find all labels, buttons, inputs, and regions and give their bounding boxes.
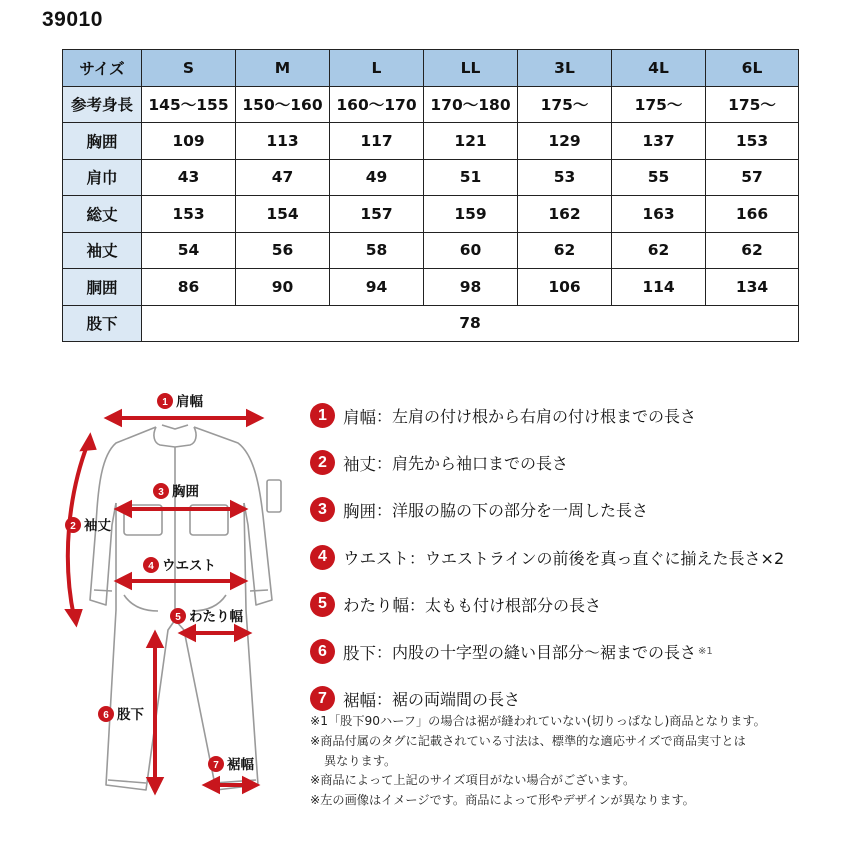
size-cell: 166: [706, 196, 799, 233]
fig-label-7: [208, 756, 254, 773]
legend-desc: 肩先から袖口までの長さ: [392, 454, 569, 474]
size-cell: 175〜: [518, 86, 612, 123]
legend-term: 胸囲: [343, 501, 376, 521]
note-line: ※1「股下90ハーフ」の場合は裾が縫われていない(切りっぱなし)商品となります。: [310, 714, 766, 728]
legend-separator: ：: [376, 643, 393, 663]
svg-text:ウエスト: ウエスト: [162, 558, 216, 574]
size-col-header: M: [236, 50, 330, 87]
fig-label-5: [170, 608, 243, 625]
row-label: 股下: [63, 305, 142, 342]
legend-term: 裾幅: [343, 690, 376, 710]
svg-text:7: 7: [213, 760, 219, 771]
size-cell: 154: [236, 196, 330, 233]
legend-item: [310, 628, 850, 675]
note-line: ※商品によって上記のサイズ項目がない場合がございます。: [310, 773, 636, 788]
size-cell: 150〜160: [236, 86, 330, 123]
note-line: 異なります。: [324, 753, 397, 768]
size-col-header: 4L: [612, 50, 706, 87]
svg-text:6: 6: [103, 710, 109, 721]
number-badge-icon: 5: [310, 592, 335, 617]
size-cell: 98: [424, 269, 518, 306]
size-header-row: [63, 50, 799, 87]
size-col-header: S: [142, 50, 236, 87]
legend-term: ウエスト: [343, 549, 409, 569]
size-cell: 175〜: [706, 86, 799, 123]
svg-text:胸囲: 胸囲: [172, 484, 199, 500]
size-cell: 162: [518, 196, 612, 233]
legend-separator: ：: [376, 454, 393, 474]
number-badge-icon: 4: [310, 545, 335, 570]
size-cell: 114: [612, 269, 706, 306]
row-label: 胴囲: [63, 269, 142, 306]
size-cell: 43: [142, 159, 236, 196]
legend-separator: ：: [409, 595, 426, 615]
size-cell: 62: [612, 232, 706, 269]
size-row: [63, 269, 799, 306]
product-code: 39010: [42, 8, 103, 31]
fig-label-6: [98, 706, 144, 723]
size-cell: 51: [424, 159, 518, 196]
legend-item: [310, 486, 850, 533]
size-cell: 153: [142, 196, 236, 233]
legend-separator: ：: [376, 690, 393, 710]
size-cell: 94: [330, 269, 424, 306]
row-label: 肩巾: [63, 159, 142, 196]
legend-item: [310, 392, 850, 439]
note-line: ※商品付属のタグに記載されている寸法は、標準的な適応サイズで商品実寸とは: [310, 733, 746, 748]
inseam-row: [63, 305, 799, 342]
size-cell: 60: [424, 232, 518, 269]
number-badge-icon: 7: [310, 686, 335, 711]
number-badge-icon: 3: [310, 497, 335, 522]
inseam-value: 78: [142, 305, 799, 342]
legend-term: 股下: [343, 643, 376, 663]
legend-term: 袖丈: [343, 454, 376, 474]
fig-label-3: [153, 483, 199, 500]
legend-term: わたり幅: [343, 596, 409, 616]
svg-text:3: 3: [158, 487, 164, 498]
size-cell: 129: [518, 123, 612, 160]
legend-desc: 洋服の脇の下の部分を一周した長さ: [392, 501, 649, 521]
number-badge-icon: 1: [310, 403, 335, 428]
size-col-header: L: [330, 50, 424, 87]
svg-text:4: 4: [148, 561, 154, 572]
svg-text:肩幅: 肩幅: [176, 394, 203, 410]
row-label: 総丈: [63, 196, 142, 233]
size-row: [63, 196, 799, 233]
size-row: [63, 232, 799, 269]
size-cell: 109: [142, 123, 236, 160]
fig-label-2: [65, 517, 111, 534]
legend-separator: ：: [376, 501, 393, 521]
size-cell: 49: [330, 159, 424, 196]
size-cell: 53: [518, 159, 612, 196]
legend-item: [310, 439, 850, 486]
size-cell: 57: [706, 159, 799, 196]
size-row: [63, 159, 799, 196]
coverall-outline: [90, 425, 281, 790]
size-table: [62, 49, 799, 342]
size-cell: 90: [236, 269, 330, 306]
coverall-diagram: [40, 385, 300, 830]
svg-text:1: 1: [162, 397, 168, 408]
size-cell: 86: [142, 269, 236, 306]
fig-label-1: [157, 393, 203, 410]
svg-text:股下: 股下: [117, 707, 144, 723]
size-cell: 62: [706, 232, 799, 269]
size-col-header: 3L: [518, 50, 612, 87]
legend-term: 肩幅: [343, 407, 376, 427]
size-row: [63, 86, 799, 123]
size-col-header: 6L: [706, 50, 799, 87]
size-cell: 160〜170: [330, 86, 424, 123]
size-cell: 121: [424, 123, 518, 160]
note-line: ※左の画像はイメージです。商品によって形やデザインが異なります。: [310, 793, 695, 808]
legend-separator: ：: [409, 548, 426, 568]
legend-desc: 裾の両端間の長さ: [392, 690, 521, 710]
legend-item: [310, 581, 850, 628]
svg-text:裾幅: 裾幅: [227, 757, 254, 773]
size-cell: 134: [706, 269, 799, 306]
svg-text:5: 5: [175, 612, 181, 623]
size-cell: 56: [236, 232, 330, 269]
size-cell: 113: [236, 123, 330, 160]
size-cell: 137: [612, 123, 706, 160]
size-cell: 157: [330, 196, 424, 233]
size-cell: 145〜155: [142, 86, 236, 123]
size-cell: 47: [236, 159, 330, 196]
size-row: [63, 123, 799, 160]
size-cell: 170〜180: [424, 86, 518, 123]
notes: [310, 712, 830, 811]
size-cell: 54: [142, 232, 236, 269]
svg-text:2: 2: [70, 521, 76, 532]
svg-text:袖丈: 袖丈: [84, 518, 111, 534]
measurement-legend: [310, 392, 850, 722]
legend-desc: ウエストラインの前後を真っ直ぐに揃えた長さ×2: [425, 548, 785, 568]
legend-separator: ：: [376, 407, 393, 427]
row-label: 参考身長: [63, 86, 142, 123]
fig-label-4: [143, 557, 216, 574]
row-label: 袖丈: [63, 232, 142, 269]
size-cell: 106: [518, 269, 612, 306]
size-cell: 153: [706, 123, 799, 160]
size-cell: 55: [612, 159, 706, 196]
number-badge-icon: 6: [310, 639, 335, 664]
size-col-header: LL: [424, 50, 518, 87]
size-cell: 117: [330, 123, 424, 160]
legend-desc: 左肩の付け根から右肩の付け根までの長さ: [392, 407, 697, 427]
svg-text:わたり幅: わたり幅: [189, 609, 243, 625]
size-cell: 163: [612, 196, 706, 233]
row-label: 胸囲: [63, 123, 142, 160]
size-cell: 159: [424, 196, 518, 233]
legend-footnote-ref: ※1: [698, 646, 713, 658]
size-cell: 62: [518, 232, 612, 269]
size-cell: 58: [330, 232, 424, 269]
legend-item: [310, 534, 850, 581]
number-badge-icon: 2: [310, 450, 335, 475]
size-corner-label: サイズ: [63, 50, 142, 87]
legend-desc: 内股の十字型の縫い目部分〜裾までの長さ: [392, 643, 697, 663]
size-cell: 175〜: [612, 86, 706, 123]
legend-desc: 太もも付け根部分の長さ: [425, 595, 602, 615]
